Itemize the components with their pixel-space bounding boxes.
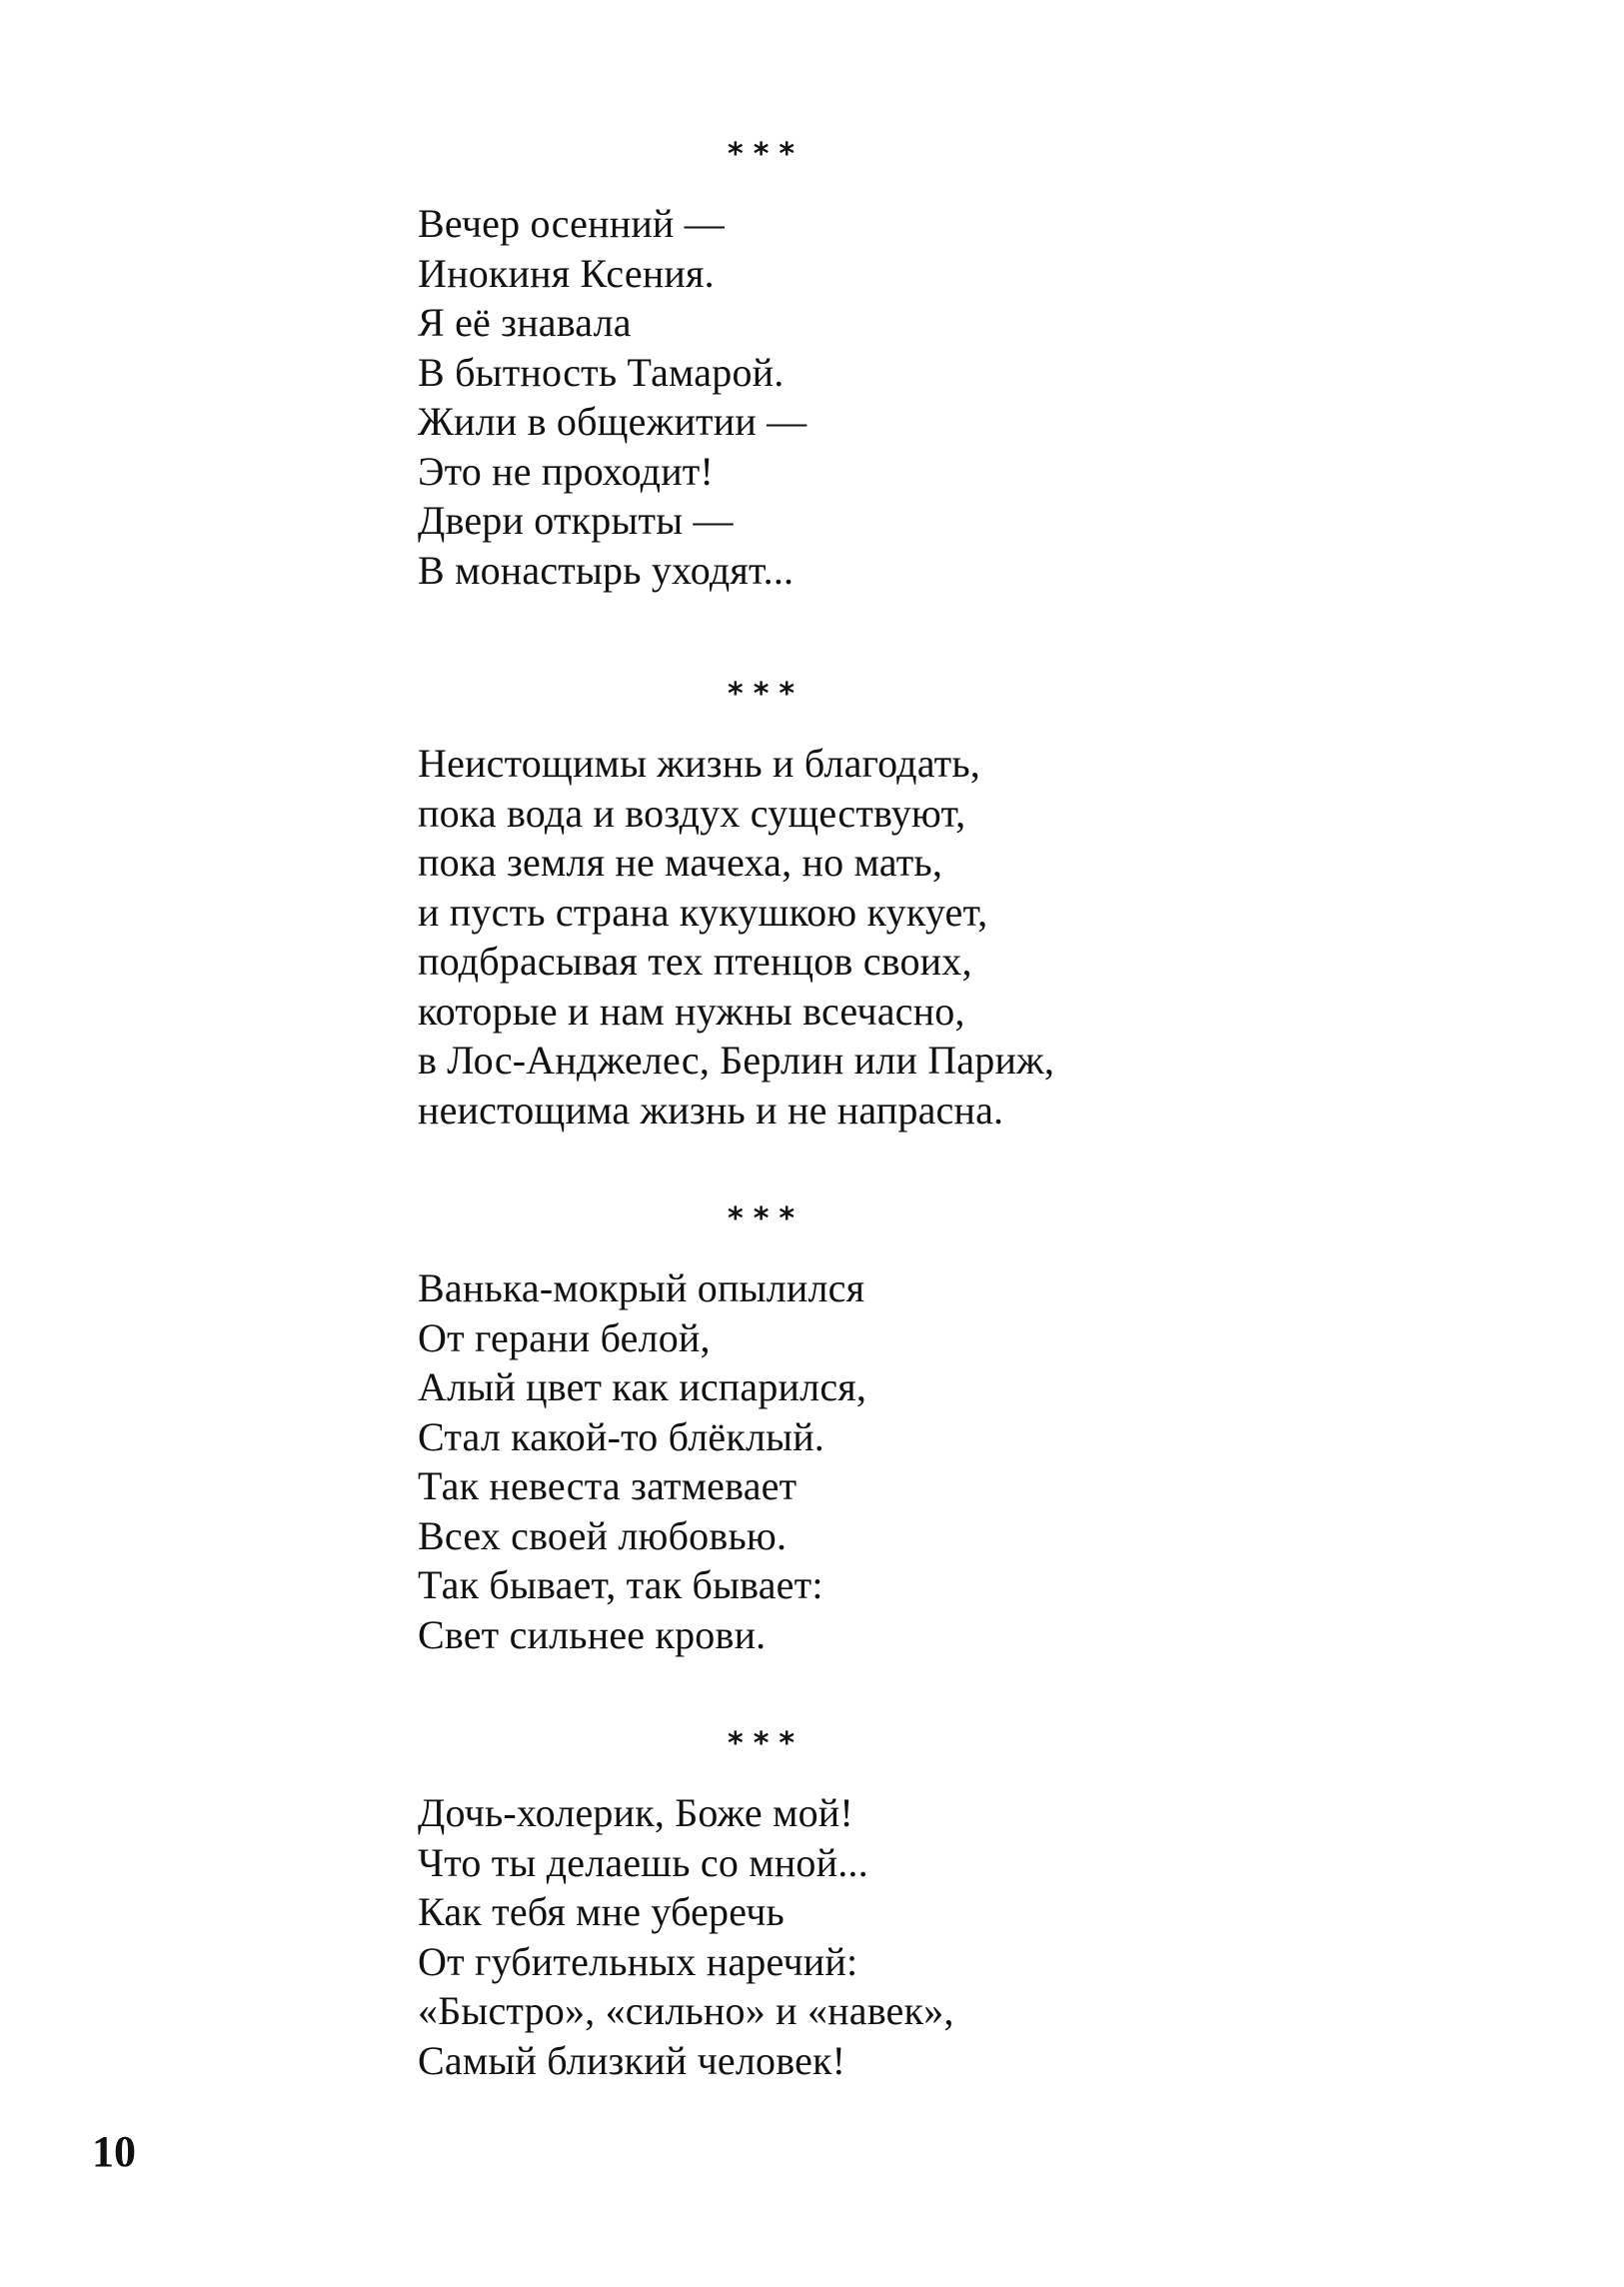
page-number: 10	[92, 2127, 136, 2176]
section-separator: ***	[728, 1726, 806, 1761]
poem-line: Я её знавала	[418, 300, 632, 345]
poem-line: От герани белой,	[418, 1314, 711, 1360]
poem-line: которые и нам нужны всечасно,	[418, 988, 965, 1034]
poem-line: Всех своей любовью.	[418, 1512, 788, 1558]
poem-line: В бытность Тамарой.	[418, 349, 785, 395]
poem-line: подбрасывая тех птенцов своих,	[418, 939, 972, 984]
poem-line: и пусть страна кукушкою кукует,	[418, 889, 988, 935]
poem-line: Самый близкий человек!	[418, 2037, 846, 2083]
poem-4	[418, 1788, 1317, 2085]
poem-line: пока земля не мачеха, но мать,	[418, 840, 943, 885]
poem-line: В монастырь уходят...	[418, 547, 795, 593]
poem-line: Стал какой-то блёклый.	[418, 1413, 824, 1459]
poem-line: Что ты делаешь со мной...	[418, 1839, 868, 1885]
section-separator: ***	[728, 677, 806, 712]
poem-line: Жили в общежитии —	[418, 399, 808, 444]
poem-line: Ванька-мокрый опылился	[418, 1265, 865, 1310]
poem-line: От губительных наречий:	[418, 1938, 858, 1984]
section-separator: ***	[728, 137, 806, 172]
poem-line: Алый цвет как испарился,	[418, 1364, 867, 1409]
poem-line: Свет сильнее крови.	[418, 1611, 767, 1657]
poem-line: Как тебя мне уберечь	[418, 1889, 785, 1934]
poem-line: Вечер осенний —	[418, 201, 725, 246]
poem-2	[418, 739, 1317, 1135]
section-separator: ***	[728, 1201, 806, 1236]
poem-line: в Лос-Анджелес, Берлин или Париж,	[418, 1038, 1055, 1083]
poem-line: Так бывает, так бывает:	[418, 1562, 823, 1607]
poem-line: «Быстро», «сильно» и «навек»,	[418, 1988, 954, 2033]
poem-1	[418, 199, 1317, 595]
poem-line: неистощима жизнь и не напрасна.	[418, 1087, 1004, 1133]
poem-line: Инокиня Ксения.	[418, 250, 715, 296]
poem-line: Неистощимы жизнь и благодать,	[418, 741, 980, 786]
poem-line: Так невеста затмевает	[418, 1463, 798, 1508]
poem-line: Это не проходит!	[418, 448, 715, 494]
poem-line: Двери открыты —	[418, 498, 734, 543]
poem-3	[418, 1263, 1317, 1659]
poem-line: Дочь-холерик, Боже мой!	[418, 1790, 853, 1835]
poem-line: пока вода и воздух существуют,	[418, 790, 966, 836]
